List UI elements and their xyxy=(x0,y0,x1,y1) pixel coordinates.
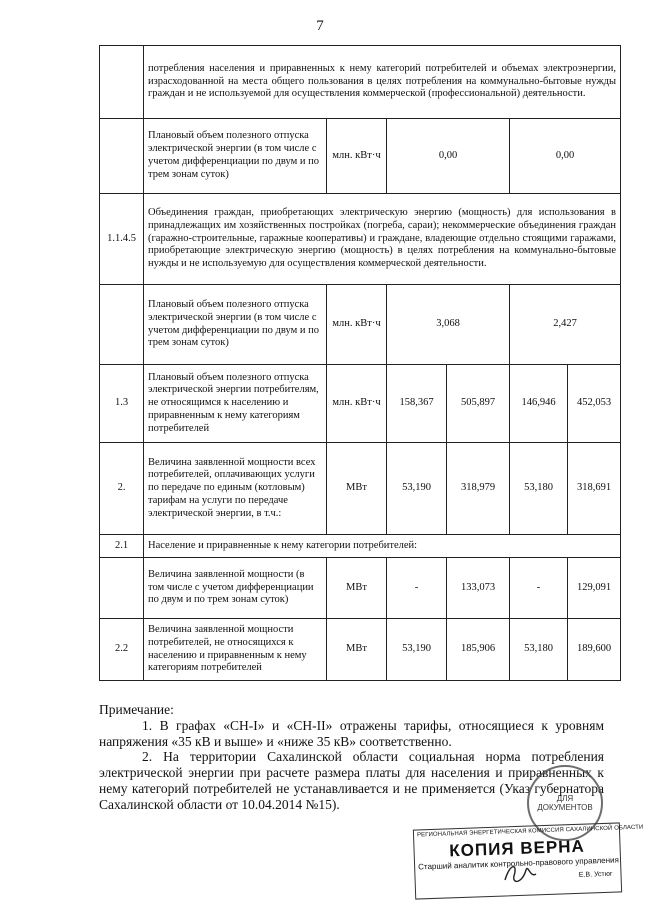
table-row xyxy=(100,46,621,119)
row-text: Объединения граждан, приобретающих электрическую энергию (мощность) для использования в принадлежащих им хозяйственных постройках (погреба, сараи); некоммерческие объединения граждан (гаражно-строительные, гаражные кооперативы) и граждане, владеющие отдельно стоящими гаражами, приобретающие электрическую энергию (мощность) в целях потребления на коммунально-бытовые нужды и не используемую для осуществления коммерческой деятельности. xyxy=(144,194,621,285)
table-row xyxy=(100,619,621,681)
note-item: 1. В графах «СН-I» и «СН-II» отражены тарифы, относящиеся к уровням напряжения «35 кВ и выше» и «ниже 35 кВ» соответственно. xyxy=(99,717,604,749)
table-row xyxy=(100,558,621,619)
unit-cell: МВт xyxy=(327,443,387,535)
table-row xyxy=(100,535,621,558)
row-number: 1.3 xyxy=(100,365,144,443)
stamp-title: КОПИЯ ВЕРНА xyxy=(449,836,586,861)
unit-cell: МВт xyxy=(327,619,387,681)
row-number-cell xyxy=(100,285,144,365)
value-cell: 146,946 xyxy=(510,365,568,443)
page-number: 7 xyxy=(316,18,324,34)
row-description: Величина заявленной мощности всех потребителей, оплачивающих услуги по передаче по единым (котловым) тарифам на услуги по передаче электрической энергии, в т.ч.: xyxy=(144,443,327,535)
row-number: 2. xyxy=(100,443,144,535)
unit-cell: млн. кВт·ч xyxy=(327,365,387,443)
value-cell: 2,427 xyxy=(510,285,621,365)
value-cell: 129,091 xyxy=(568,558,621,619)
value-cell: 0,00 xyxy=(387,119,510,194)
value-cell: 0,00 xyxy=(510,119,621,194)
value-cell: 189,600 xyxy=(568,619,621,681)
row-number-cell xyxy=(100,46,144,119)
table-row xyxy=(100,119,621,194)
value-cell: 158,367 xyxy=(387,365,447,443)
table-row xyxy=(100,365,621,443)
row-description: Величина заявленной мощности потребителей, не относящихся к населению и приравненным к нему категориям потребителей xyxy=(144,619,327,681)
value-cell: 185,906 xyxy=(447,619,510,681)
row-text: Население и приравненные к нему категории потребителей: xyxy=(144,535,621,558)
value-cell: 505,897 xyxy=(447,365,510,443)
stamp-organization: РЕГИОНАЛЬНАЯ ЭНЕРГЕТИЧЕСКАЯ КОМИССИЯ САХАЛИНСКОЙ ОБЛАСТИ xyxy=(416,824,644,839)
stamp-position: Старший аналитик контрольно-правового управления xyxy=(417,855,620,872)
tariff-table xyxy=(99,45,621,681)
unit-cell: млн. кВт·ч xyxy=(327,285,387,365)
table-row xyxy=(100,285,621,365)
row-number: 2.2 xyxy=(100,619,144,681)
unit-cell: МВт xyxy=(327,558,387,619)
signature-icon xyxy=(500,858,540,888)
row-description: Плановый объем полезного отпуска электрической энергии (в том числе с учетом дифференциации по двум и по трем зонам суток) xyxy=(144,285,327,365)
value-cell: 452,053 xyxy=(568,365,621,443)
unit-cell: млн. кВт·ч xyxy=(327,119,387,194)
row-description: Плановый объем полезного отпуска электрической энергии потребителям, не относящимся к населению и приравненным к нему категориям потребителей xyxy=(144,365,327,443)
value-cell: 53,180 xyxy=(510,619,568,681)
row-number-cell xyxy=(100,558,144,619)
row-text: потребления населения и приравненных к нему категорий потребителей и объемах электроэнергии, израсходованной на места общего пользования в целях потребления на коммунально-бытовые нужды граждан и не используемой для осуществления коммерческой (профессиональной) деятельности. xyxy=(144,46,621,119)
value-cell: 318,979 xyxy=(447,443,510,535)
row-description: Величина заявленной мощности (в том числе с учетом дифференциации по двум и по трем зонам суток) xyxy=(144,558,327,619)
value-cell: 133,073 xyxy=(447,558,510,619)
round-seal: ДЛЯ ДОКУМЕНТОВ xyxy=(527,765,603,841)
value-cell: 318,691 xyxy=(568,443,621,535)
table-row xyxy=(100,443,621,535)
value-cell: 3,068 xyxy=(387,285,510,365)
note-item: 2. На территории Сахалинской области социальная норма потребления электрической энергии при расчете размера платы для населения и приравненных к нему категорий потребителей не устанавливается и не применяется (Указ губернатора Сахалинской области от 10.04.2014 №15). xyxy=(99,749,604,812)
table-row xyxy=(100,194,621,285)
value-cell: 53,190 xyxy=(387,619,447,681)
value-cell: 53,190 xyxy=(387,443,447,535)
stamp-name: Е.В. Устюг xyxy=(578,870,613,879)
row-number-cell xyxy=(100,119,144,194)
value-cell: 53,180 xyxy=(510,443,568,535)
value-cell: - xyxy=(510,558,568,619)
row-description: Плановый объем полезного отпуска электрической энергии (в том числе с учетом дифференциации по двум и по трем зонам суток) xyxy=(144,119,327,194)
notes-title: Примечание: xyxy=(99,702,174,717)
row-number: 1.1.4.5 xyxy=(100,194,144,285)
value-cell: - xyxy=(387,558,447,619)
row-number: 2.1 xyxy=(100,535,144,558)
